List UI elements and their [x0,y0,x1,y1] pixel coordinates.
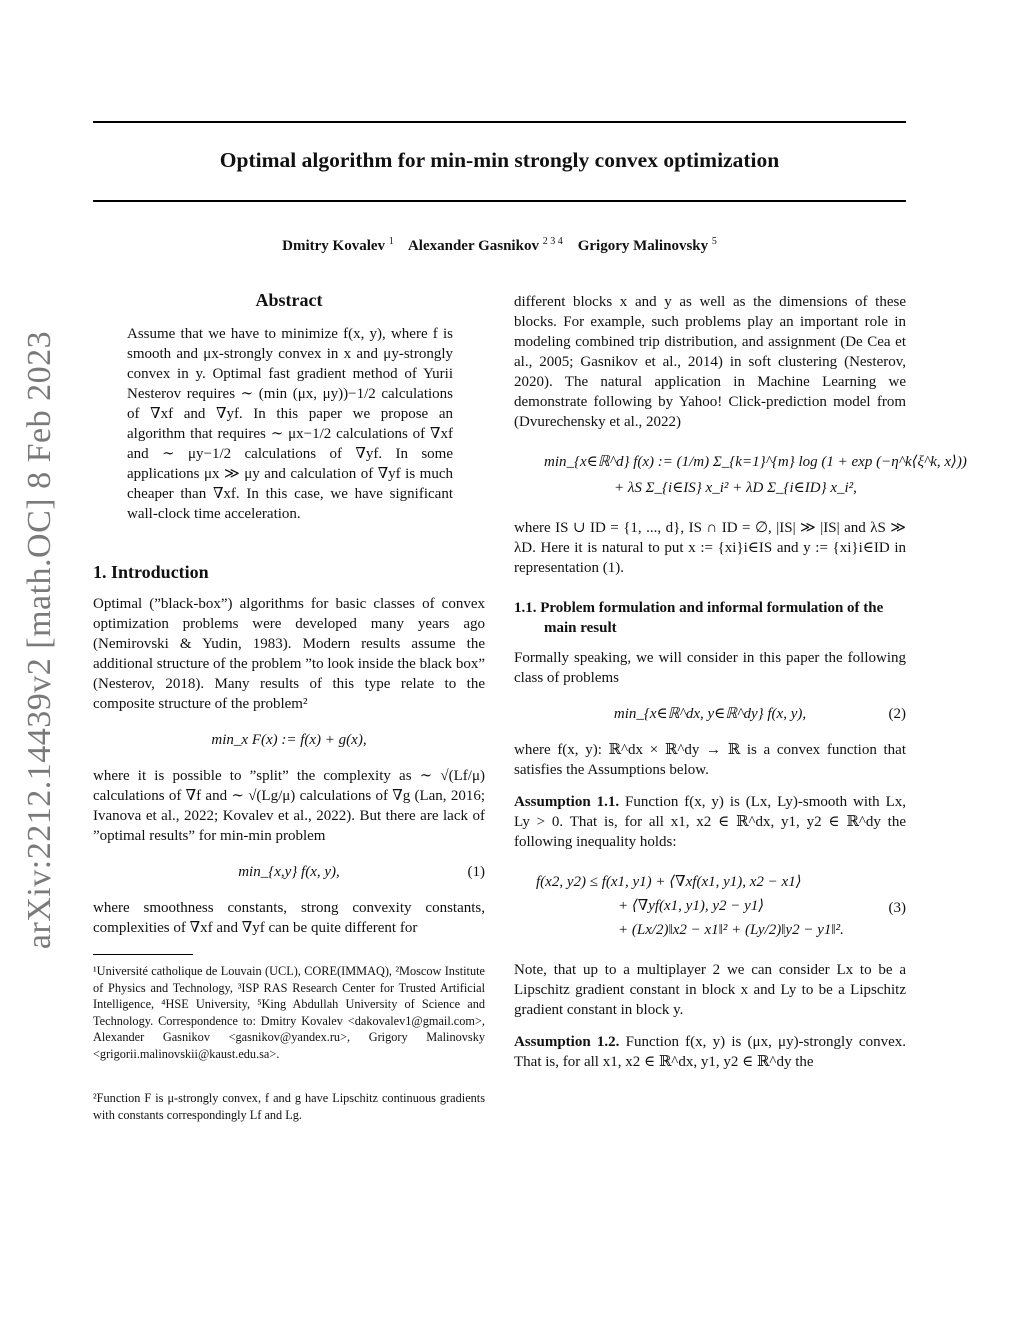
equation-line: f(x2, y2) ≤ f(x1, y1) + ⟨∇xf(x1, y1), x2 − x1⟩ [536,874,802,890]
equation-composite: min_x F(x) := f(x) + g(x), [211,732,367,748]
assumption-1-1 [514,792,906,852]
equation-number: (3) [888,900,906,916]
author-affiliation: 5 [711,236,717,247]
left-column [93,290,485,1123]
abstract-text: Assume that we have to minimize f(x, y), where f is smooth and μx-strongly convex in x and μy-strongly convex in y. Optimal fast gradient method of Yurii Nesterov requires ∼ (min (μx, μy))−1/2 calculations of ∇xf and ∇yf. In this paper we propose an algorithm that requires ∼ μx−1/2 calculations of ∇xf and ∼ μy−1/2 calculations of ∇yf. In some applications μx ≫ μy and calculation of ∇yf is much cheaper than ∇xf. In this case, we have significant wall-clock time acceleration. [127,326,453,522]
equation-line: min_{x∈ℝ^d} f(x) := (1/m) Σ_{k=1}^{m} log (1 + exp (−η^k⟨ξ^k, x⟩)) [544,454,967,470]
assumption-1-2 [514,1032,906,1072]
author-name: Alexander Gasnikov [407,238,539,254]
right-column [514,292,967,1072]
equation-logistic [514,452,967,498]
equation-2 [514,702,906,726]
equation-3 [514,872,906,940]
author-name: Dmitry Kovalev [282,238,386,254]
top-rule [93,121,906,123]
equation-number: (1) [467,864,485,880]
paper-title: Optimal algorithm for min-min strongly convex optimization [219,148,780,172]
equation-1 [93,860,485,884]
subsection-heading: 1.1. Problem formulation and informal formulation of the main result [514,600,884,636]
assumption-text: Function f(x, y) is (Lx, Ly)-smooth with Lx, Ly > 0. That is, for all x1, x2 ∈ ℝ^dx, y1, y2 ∈ ℝ^dy the following inequality holds: [514,794,906,850]
body-paragraph: where IS ∪ ID = {1, ..., d}, IS ∩ ID = ∅, |IS| ≫ |IS| and λS ≫ λD. Here it is natural to put x := {xi}i∈IS and y := {xi}i∈ID in representation (1). [514,520,906,576]
assumption-label: Assumption 1.2. [514,1034,620,1050]
footnote-2: ²Function F is μ-strongly convex, f and g have Lipschitz continuous gradients with constants correspondingly Lf and Lg. [93,1091,485,1122]
assumption-label: Assumption 1.1. [514,794,620,810]
equation-body: min_{x,y} f(x, y), [238,864,340,880]
equation-line: + ⟨∇yf(x1, y1), y2 − y1⟩ [618,898,765,914]
body-paragraph: different blocks x and y as well as the dimensions of these blocks. For example, such problems play an important role in modeling combined trip distribution, and assignment (De Cea et al., 2005; Gasnikov et al., 2014) in soft clustering (Nesterov, 2020). The natural application in Machine Learning we demonstrate following by Yahoo! Click-prediction model from (Dvurechensky et al., 2022) [514,294,906,430]
intro-paragraph: where it is possible to ”split” the complexity as ∼ √(Lf/μ) calculations of ∇f and ∼ √(Lg/μ) calculations of ∇g (Lan, 2016; Ivanova et al., 2022; Kovalev et al., 2022). But there are lack of ”optimal results” for min-min problem [93,768,485,844]
equation-line: + (Lx/2)‖x2 − x1‖² + (Ly/2)‖y2 − y1‖². [618,922,844,938]
body-paragraph: Note, that up to a multiplayer 2 we can consider Lx to be a Lipschitz gradient constant in block x and Ly to be a Lipschitz gradient constant in block y. [514,962,906,1018]
affiliation-footnote: ¹Université catholique de Louvain (UCL), CORE(IMMAQ), ²Moscow Institute of Physics and Technology, ³ISP RAS Research Center for Trusted Artificial Intelligence, ⁴HSE University, ⁵King Abdullah University of Science and Technology. Correspondence to: Dmitry Kovalev <dakovalev1@gmail.com>, Alexander Gasnikov <gasnikov@yandex.ru>, Grigory Malinovsky <grigorii.malinovskii@kaust.edu.sa>. [93,964,485,1061]
author-list [93,236,906,255]
equation-number: (2) [888,706,906,722]
intro-paragraph: Optimal (”black-box”) algorithms for basic classes of convex optimization problems were developed many years ago (Nemirovski & Yudin, 1983). Modern results assume the additional structure of the problem ”to look inside the black box” (Nesterov, 2018). Many results of this type relate to the composite structure of the problem² [93,596,485,712]
author-name: Grigory Malinovsky [577,238,709,254]
equation-line: + λS Σ_{i∈IS} x_i² + λD Σ_{i∈ID} x_i², [614,480,857,496]
title-bottom-rule [93,200,906,202]
intro-paragraph: where smoothness constants, strong convexity constants, complexities of ∇xf and ∇yf can be quite different for [93,900,485,936]
body-paragraph: Formally speaking, we will consider in this paper the following class of problems [514,650,906,686]
body-paragraph: where f(x, y): ℝ^dx × ℝ^dy → ℝ is a convex function that satisfies the Assumptions below. [514,742,906,778]
footnote-rule [93,954,193,955]
abstract-heading: Abstract [255,290,323,310]
section-heading-introduction: 1. Introduction [93,562,209,582]
arxiv-identifier: arXiv:2212.14439v2 [math.OC] 8 Feb 2023 [21,330,58,950]
author-affiliation: 1 [388,236,394,247]
equation-body: min_{x∈ℝ^dx, y∈ℝ^dy} f(x, y), [613,706,807,722]
assumption-text: Function f(x, y) is (μx, μy)-strongly convex. That is, for all x1, x2 ∈ ℝ^dx, y1, y2 ∈ ℝ^dy the [514,1034,906,1070]
author-affiliation: 2 3 4 [542,236,563,247]
